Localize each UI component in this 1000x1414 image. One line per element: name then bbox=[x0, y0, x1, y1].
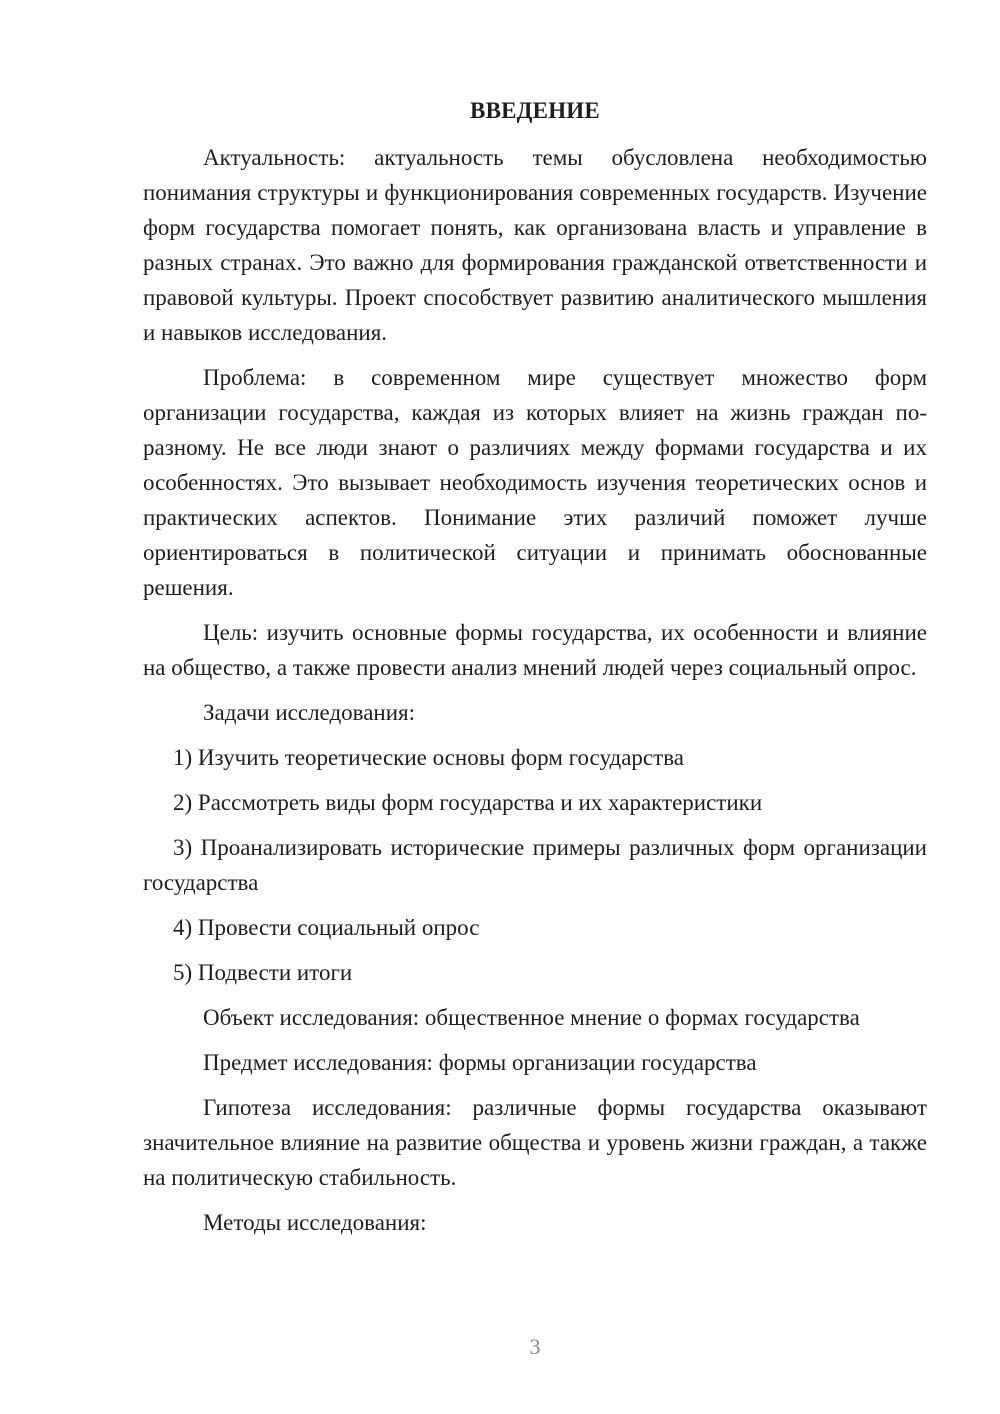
tasks-heading: Задачи исследования: bbox=[203, 700, 416, 725]
relevance-paragraph: Актуальность: актуальность темы обусловлена необходимостью понимания структуры и функционирования современных государств. Изучение форм государства помогает понять, как организована власть и управление в разных странах. Это важно для формирования гражданской ответственности и правовой культуры. Проект способствует развитию аналитического мышления и навыков исследования. bbox=[143, 145, 927, 345]
task-item: 2) Рассмотреть виды форм государства и их характеристики bbox=[173, 790, 763, 815]
section-title: ВВЕДЕНИЕ bbox=[470, 98, 600, 123]
subject-paragraph: Предмет исследования: формы организации государства bbox=[203, 1050, 757, 1075]
tasks-list bbox=[143, 740, 927, 990]
goal-paragraph: Цель: изучить основные формы государства, их особенности и влияние на общество, а также провести анализ мнений людей через социальный опрос. bbox=[143, 620, 927, 680]
task-item: 4) Провести социальный опрос bbox=[173, 915, 480, 940]
page-content bbox=[143, 96, 927, 1240]
page-number: 3 bbox=[529, 1334, 541, 1359]
methods-heading: Методы исследования: bbox=[203, 1210, 427, 1235]
object-paragraph: Объект исследования: общественное мнение о формах государства bbox=[203, 1005, 860, 1030]
hypothesis-paragraph: Гипотеза исследования: различные формы государства оказывают значительное влияние на развитие общества и уровень жизни граждан, а также на политическую стабильность. bbox=[143, 1095, 927, 1190]
task-item: 1) Изучить теоретические основы форм государства bbox=[173, 745, 684, 770]
task-item: 3) Проанализировать исторические примеры различных форм организации государства bbox=[143, 835, 927, 895]
task-item: 5) Подвести итоги bbox=[173, 960, 353, 985]
problem-paragraph: Проблема: в современном мире существует множество форм организации государства, каждая из которых влияет на жизнь граждан по-разному. Не все люди знают о различиях между формами государства и их особенностях. Это вызывает необходимость изучения теоретических основ и практических аспектов. Понимание этих различий поможет лучше ориентироваться в политической ситуации и принимать обоснованные решения. bbox=[143, 365, 927, 600]
